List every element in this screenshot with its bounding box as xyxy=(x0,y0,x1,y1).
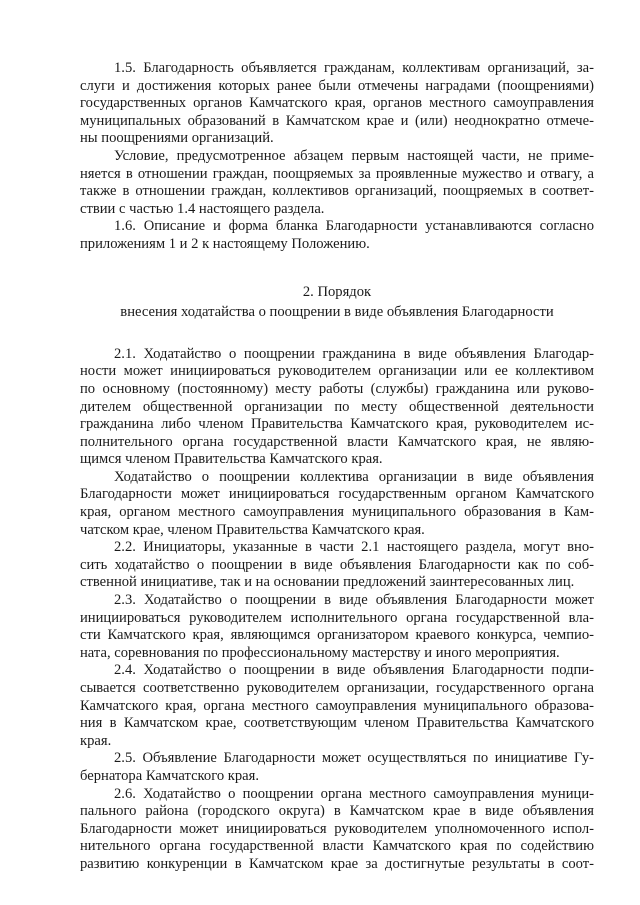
text-line: 2.1. Ходатайство о поощрении гражданина в виде объявления Благодар- xyxy=(114,345,594,362)
text-line: пального района (городского округа) в Камчатском крае в виде объявления xyxy=(80,803,594,820)
text-line: Ходатайство о поощрении коллектива организации в виде объявления xyxy=(114,468,594,485)
text-line: 2.5. Объявление Благодарности может осуществляться по инициативе Гу- xyxy=(114,750,594,767)
text-line: Благодарности может инициироваться руководителем уполномоченного испол- xyxy=(80,820,594,837)
text-line: чатском крае, членом Правительства Камчатского края. xyxy=(80,521,425,538)
text-line: Условие, предусмотренное абзацем первым настоящей части, не приме- xyxy=(114,147,594,164)
document-page xyxy=(80,60,594,874)
text-line: по основному (постоянному) месту работы (службы) гражданина или руково- xyxy=(80,380,594,397)
text-line: ната, соревнования по профессиональному мастерству и иного мероприятия. xyxy=(80,644,560,661)
paragraph-condition xyxy=(80,148,594,218)
text-line: ния в Камчатском крае, соответствующим членом Правительства Камчатского xyxy=(80,715,594,732)
text-line: 1.5. Благодарность объявляется гражданам, коллективам организаций, за- xyxy=(114,60,594,76)
text-line: края, органом местного самоуправления муниципального образования в Кам- xyxy=(80,504,594,521)
text-line: 2.2. Инициаторы, указанные в части 2.1 настоящего раздела, могут вно- xyxy=(114,539,594,556)
paragraph-2-1 xyxy=(80,346,594,469)
paragraph-collective xyxy=(80,469,594,539)
text-line: 1.6. Описание и форма бланка Благодарности устанавливаются согласно xyxy=(114,218,594,235)
text-line: щимся членом Правительства Камчатского края. xyxy=(80,451,383,468)
text-line: сить ходатайство о поощрении в виде объявления Благодарности как по соб- xyxy=(80,556,594,573)
paragraph-2-6 xyxy=(80,786,594,874)
text-line: 2.4. Ходатайство о поощрении в виде объявления Благодарности подпи- xyxy=(114,662,594,679)
text-line: полнительного органа государственной власти Камчатского края, не являю- xyxy=(80,433,594,450)
text-line: Камчатского края, органа местного самоуправления муниципального образова- xyxy=(80,697,594,714)
text-line: муниципальных образований в Камчатском крае и (или) неоднократно отмече- xyxy=(80,112,594,129)
text-line: сти Камчатского края, являющимся организатором краевого конкурса, чемпио- xyxy=(80,627,594,644)
text-line: инициироваться руководителем исполнительного органа государственной вла- xyxy=(80,609,594,626)
text-line: государственных органов Камчатского края, органов местного самоуправления xyxy=(80,95,594,112)
text-line: развитию конкуренции в Камчатском крае за достигнутые результаты в соот- xyxy=(80,855,594,872)
paragraph-2-3 xyxy=(80,592,594,662)
text-line: сывается соответственно руководителем организации, государственного органа xyxy=(80,680,594,696)
text-line: дителем общественной организации по месту общественной деятельности xyxy=(80,398,594,415)
text-line: ны поощрениями организаций. xyxy=(80,130,274,147)
text-line: бернатора Камчатского края. xyxy=(80,767,259,784)
text-line: 2.6. Ходатайство о поощрении органа местного самоуправления муници- xyxy=(114,785,594,802)
paragraph-2-2 xyxy=(80,539,594,592)
text-line: ственной инициативе, так и на основании предложений заинтересованных лиц. xyxy=(80,574,575,591)
text-line: также в отношении граждан, коллективов организаций, поощряемых в соответ- xyxy=(80,183,594,200)
text-line: 2.3. Ходатайство о поощрении в виде объявления Благодарности может xyxy=(114,592,594,609)
paragraph-1-6 xyxy=(80,218,594,253)
text-line: нительного органа государственной власти Камчатского края по содействию xyxy=(80,838,594,855)
text-line: слуги и достижения которых ранее были отмечены наградами (поощрениями) xyxy=(80,77,594,94)
text-line: ности может инициироваться руководителем организации или ее коллективом xyxy=(80,363,594,380)
text-line: гражданина либо членом Правительства Камчатского края, руководителем ис- xyxy=(80,416,594,433)
paragraph-2-5 xyxy=(80,750,594,785)
section-heading-title: внесения ходатайства о поощрении в виде объявления Благодарности xyxy=(120,304,554,321)
text-line: няется в отношении граждан, поощряемых за проявленные мужество и отвагу, а xyxy=(80,165,594,182)
text-line: Благодарности может инициироваться государственным органом Камчатского xyxy=(80,486,594,503)
text-line: приложениям 1 и 2 к настоящему Положению. xyxy=(80,235,370,252)
text-line: края. xyxy=(80,732,112,749)
paragraph-1-5 xyxy=(80,60,594,148)
section-heading-number: 2. Порядок xyxy=(302,283,372,300)
paragraph-2-4 xyxy=(80,662,594,750)
text-line: ствии с частью 1.4 настоящего раздела. xyxy=(80,200,325,217)
